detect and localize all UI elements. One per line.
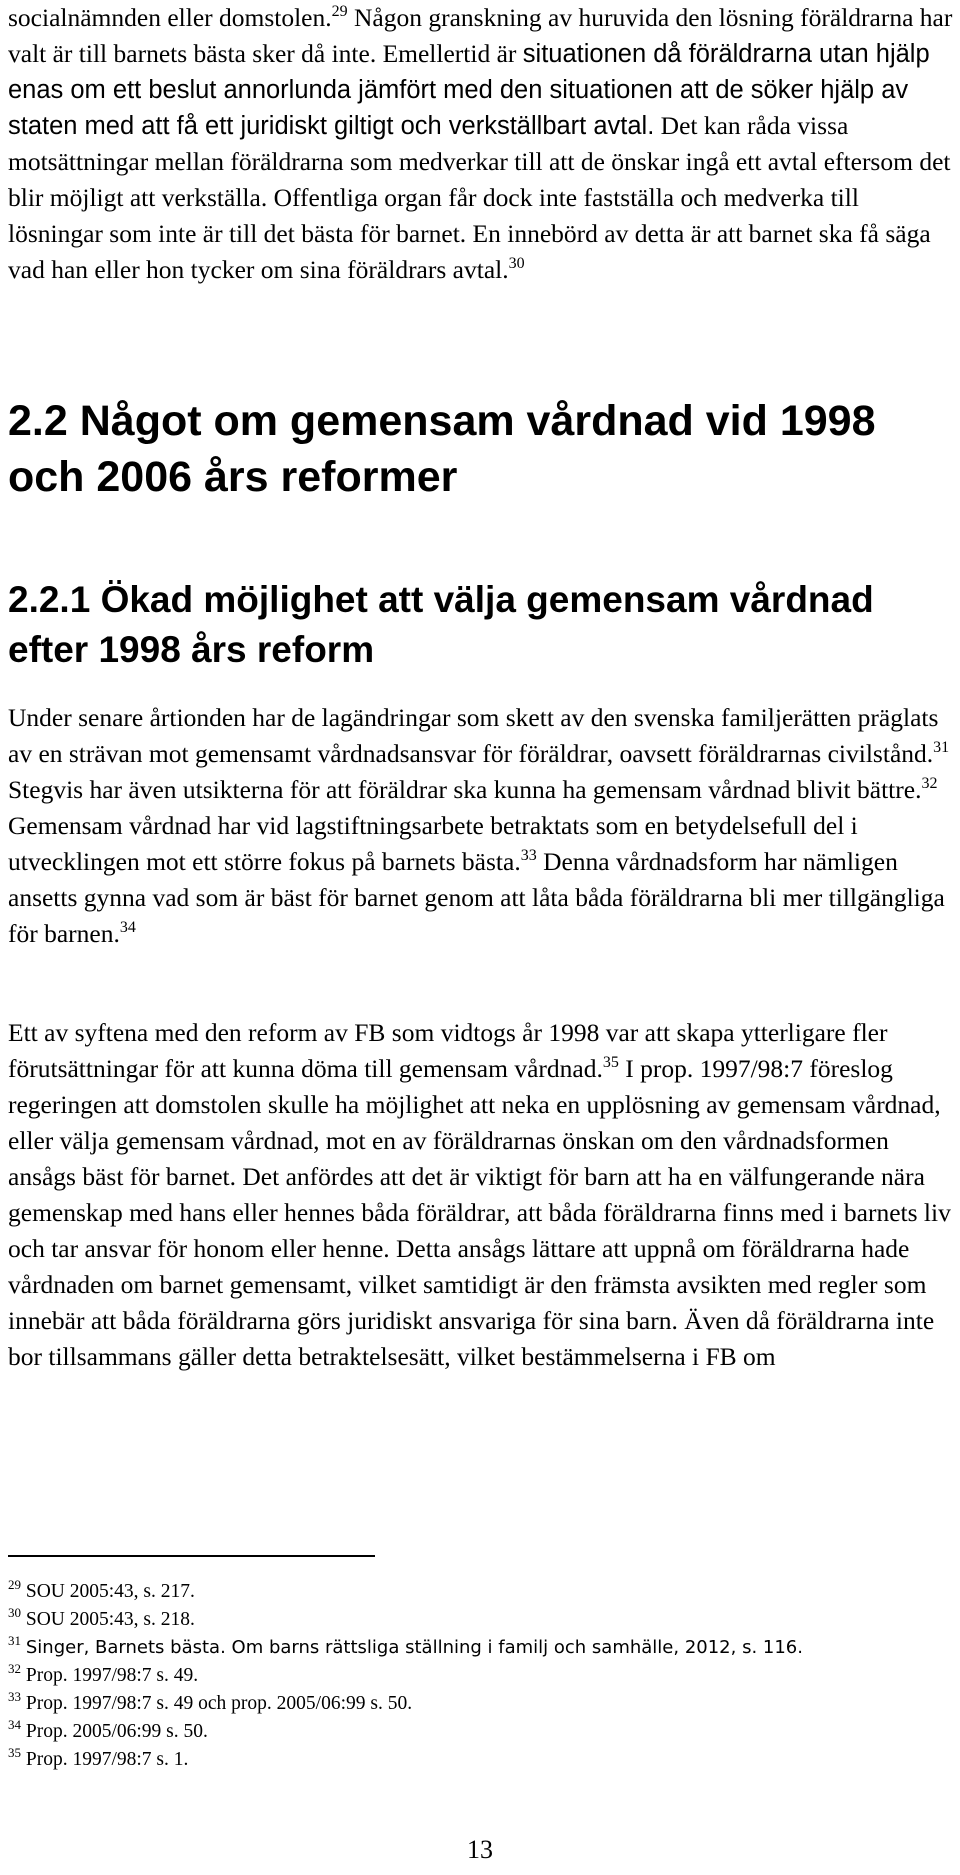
section-heading: 2.2 Något om gemensam vårdnad vid 1998 och 2006 års reformer [8, 397, 876, 501]
footnote-number: 33 [8, 1689, 21, 1704]
footnote-number: 31 [8, 1633, 21, 1648]
footnote-text: Prop. 1997/98:7 s. 49 och prop. 2005/06:99 s. 50. [25, 1693, 413, 1714]
text-run: Denna vårdnadsform har nämligen ansetts gynna vad som är bäst för barnet genom att låta båda föräldrarna bli mer tillgängliga för barnen. [8, 847, 945, 948]
footnote-text: SOU 2005:43, s. 218. [25, 1609, 195, 1630]
text-run: I prop. 1997/98:7 föreslog regeringen att domstolen skulle ha möjlighet att neka en upplösning av gemensam vårdnad, eller välja gemensam vårdnad, mot en av föräldrarnas önskan om den vårdnadsformen ansågs bäst för barnet. Det anfördes att det är viktigt för barn att ha en välfungerande nära gemenskap med hans eller hennes båda föräldrar, att båda föräldrarna finns med i barnets liv och tar ansvar för honom eller henne. Detta ansågs lättare att uppnå om föräldrarna hade vårdnaden om barnet gemensamt, vilket samtidigt är den främsta avsikten med regler som innebär att båda föräldrarna görs juridiskt ansvariga för sina barn. Även då föräldrarna inte bor tillsammans gäller detta betraktelsesätt, vilket bestämmelserna i FB om [8, 1054, 951, 1371]
paragraph-block-1 [8, 700, 953, 952]
footnote-ref: 31 [933, 739, 950, 756]
footnote-ref: 29 [331, 3, 348, 20]
footnote-text: Prop. 2005/06:99 s. 50. [25, 1721, 208, 1742]
footnote-text: Prop. 1997/98:7 s. 49. [25, 1665, 199, 1686]
body-text [8, 0, 953, 288]
text-run: situationen då föräldrarna utan hjälp enas om ett beslut annorlunda jämfört med den situationen att de söker hjälp av staten med att få ett juridiskt giltigt och verkställbart avtal. [8, 40, 930, 140]
footnote [8, 1634, 953, 1662]
footnote-text: SOU 2005:43, s. 217. [25, 1581, 195, 1602]
footnote-text: Singer, Barnets bästa. Om barns rättsliga ställning i familj och samhälle, 2012, s. 116. [25, 1637, 803, 1658]
text-run: Stegvis har även utsikterna för att föräldrar ska kunna ha gemensam vårdnad blivit bättre. [8, 775, 922, 804]
text-run: Någon granskning av huruvida den lösning föräldrarna har valt är till barnets bästa sker då inte. Emellertid är [8, 3, 953, 68]
footnote-number: 35 [8, 1745, 21, 1760]
footnote-ref: 32 [921, 775, 938, 792]
footnote-ref: 30 [508, 255, 525, 272]
section-heading-block [8, 393, 953, 505]
text-run: Det kan råda vissa motsättningar mellan föräldrarna som medverkar till att de önskar ingå ett avtal eftersom det blir möjligt att verkställa. Offentliga organ får dock inte fastställa och medverka till lösningar som inte är till det bästa för barnet. En innebörd av detta är att barnet ska få säga vad han eller hon tycker om sina föräldrars avtal. [8, 111, 951, 284]
subsection-heading-block [8, 575, 953, 675]
footnote-separator [8, 1555, 375, 1557]
footnote-text: Prop. 1997/98:7 s. 1. [25, 1749, 189, 1770]
paragraph [8, 1015, 953, 1375]
footnote-number: 30 [8, 1605, 21, 1620]
footnote-ref: 35 [602, 1054, 619, 1071]
text-run: Under senare årtionden har de lagändringar som skett av den svenska familjerätten präglats av en strävan mot gemensamt vårdnadsansvar för föräldrar, oavsett föräldrarnas civilstånd. [8, 703, 939, 768]
footnote [8, 1578, 953, 1606]
footnote-number: 29 [8, 1577, 21, 1592]
continuation-paragraph [8, 0, 953, 288]
page-number: 13 [467, 1835, 493, 1864]
subsection-heading: 2.2.1 Ökad möjlighet att välja gemensam vårdnad efter 1998 års reform [8, 579, 874, 670]
footnotes [8, 1578, 953, 1774]
footnote [8, 1662, 953, 1690]
footnote [8, 1746, 953, 1774]
text-run: socialnämnden eller domstolen. [8, 3, 332, 32]
text-run: Gemensam vårdnad har vid lagstiftningsarbete betraktats som en betydelsefull del i utvecklingen mot ett större fokus på barnets bästa. [8, 811, 858, 876]
paragraph [8, 700, 953, 952]
footnote-number: 32 [8, 1661, 21, 1676]
paragraph-block-2 [8, 1015, 953, 1375]
footnote-number: 34 [8, 1717, 21, 1732]
footnote-ref: 34 [119, 919, 136, 936]
footnote [8, 1606, 953, 1634]
text-run: Ett av syftena med den reform av FB som vidtogs år 1998 var att skapa ytterligare fler förutsättningar för att kunna döma till gemensam vårdnad. [8, 1018, 888, 1083]
footnote-ref: 33 [520, 847, 537, 864]
footnote [8, 1718, 953, 1746]
footnote [8, 1690, 953, 1718]
